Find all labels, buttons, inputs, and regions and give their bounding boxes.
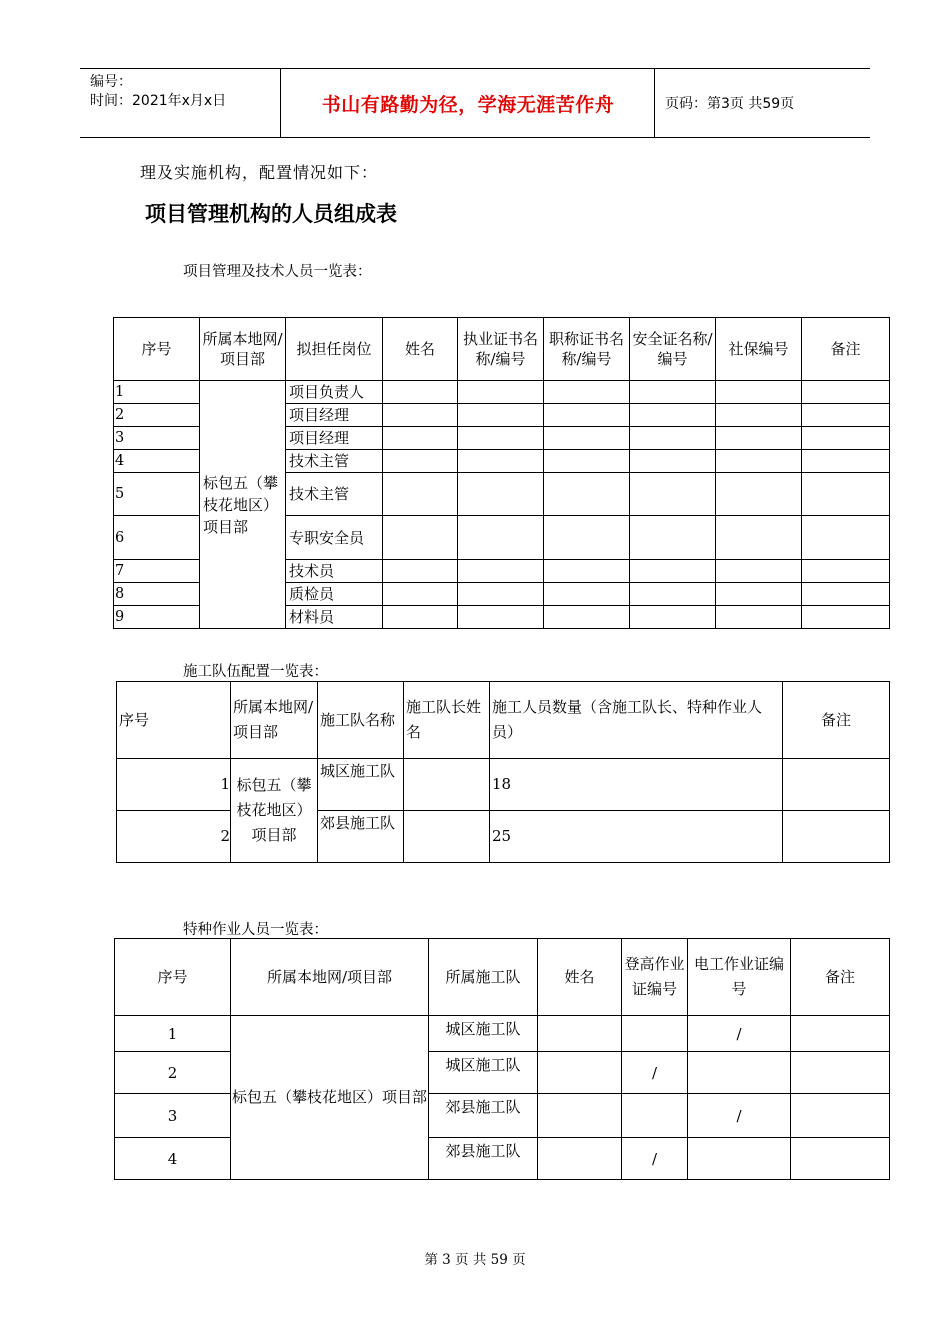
row-number: 9 <box>114 606 200 629</box>
table1-header-cell: 序号 <box>114 318 200 381</box>
table-row <box>117 759 890 811</box>
row-number: 7 <box>114 560 200 583</box>
team-cell: 城区施工队 <box>429 1052 538 1094</box>
post-cell: 技术员 <box>286 560 383 583</box>
team-cell: 城区施工队 <box>429 1016 538 1052</box>
team-cell: 城区施工队 <box>318 759 404 811</box>
header-meta <box>80 69 281 137</box>
team-cell: 郊县施工队 <box>429 1094 538 1138</box>
table1-header-cell: 职称证书名称/编号 <box>544 318 630 381</box>
section-cell: 标包五（攀枝花地区）项目部 <box>231 1016 429 1180</box>
table1-header-row <box>114 318 890 381</box>
table3-header-cell: 登高作业证编号 <box>622 939 688 1016</box>
table1-caption: 项目管理及技术人员一览表： <box>183 264 372 280</box>
post-cell: 项目经理 <box>286 404 383 427</box>
count-cell: 25 <box>490 811 783 863</box>
post-cell: 技术主管 <box>286 450 383 473</box>
post-cell: 质检员 <box>286 583 383 606</box>
section-cell: 标包五（攀枝花地区）项目部 <box>231 759 318 863</box>
table3-header-row <box>115 939 890 1016</box>
elec-cert-cell: / <box>688 1016 791 1052</box>
time-label: 时间：2021年x月x日 <box>90 93 227 109</box>
team-cell: 郊县施工队 <box>429 1138 538 1180</box>
row-number: 2 <box>115 1052 231 1094</box>
row-number: 4 <box>115 1138 231 1180</box>
row-number: 8 <box>114 583 200 606</box>
table2-header-cell: 施工队长姓名 <box>404 682 490 759</box>
elec-cert-cell: / <box>688 1094 791 1138</box>
elec-cert-cell <box>688 1052 791 1094</box>
header-slogan: 书山有路勤为径，学海无涯苦作舟 <box>282 69 655 137</box>
table2-header-row <box>117 682 890 759</box>
table2-header-cell: 施工队名称 <box>318 682 404 759</box>
table3-header-cell: 电工作业证编号 <box>688 939 791 1016</box>
table3-header-cell: 所属本地网/项目部 <box>231 939 429 1016</box>
table2-header-cell: 施工人员数量（含施工队长、特种作业人员） <box>490 682 783 759</box>
row-number: 4 <box>114 450 200 473</box>
climb-cert-cell <box>622 1094 688 1138</box>
number-label: 编号： <box>90 74 132 90</box>
table3-header-cell: 姓名 <box>538 939 622 1016</box>
page-footer: 第 3 页 共 59 页 <box>424 1252 526 1268</box>
table2-header-cell: 序号 <box>117 682 231 759</box>
page-title: 项目管理机构的人员组成表 <box>145 202 397 226</box>
header-page-label: 页码：第3页 共59页 <box>665 96 795 112</box>
climb-cert-cell <box>622 1016 688 1052</box>
row-number: 6 <box>114 516 200 560</box>
row-number: 1 <box>115 1016 231 1052</box>
page-header <box>80 68 870 138</box>
special-ops-table <box>114 938 890 1180</box>
table1-header-cell: 备注 <box>802 318 890 381</box>
row-number: 3 <box>115 1094 231 1138</box>
table1-header-cell: 姓名 <box>383 318 458 381</box>
table1-header-cell: 执业证书名称/编号 <box>458 318 544 381</box>
team-table <box>116 681 890 863</box>
post-cell: 专职安全员 <box>286 516 383 560</box>
row-number: 1 <box>114 381 200 404</box>
post-cell: 技术主管 <box>286 473 383 516</box>
climb-cert-cell: / <box>622 1052 688 1094</box>
table1-header-cell: 拟担任岗位 <box>286 318 383 381</box>
post-cell: 材料员 <box>286 606 383 629</box>
row-number: 5 <box>114 473 200 516</box>
section-cell: 标包五（攀枝花地区）项目部 <box>200 381 286 629</box>
row-number: 2 <box>114 404 200 427</box>
row-number: 3 <box>114 427 200 450</box>
table-row <box>115 1016 890 1052</box>
table3-header-cell: 所属施工队 <box>429 939 538 1016</box>
row-number: 1 <box>117 759 231 811</box>
table2-caption: 施工队伍配置一览表： <box>183 664 328 680</box>
intro-text: 理及实施机构，配置情况如下： <box>140 163 379 182</box>
count-cell: 18 <box>490 759 783 811</box>
table3-caption: 特种作业人员一览表： <box>183 922 328 938</box>
table2-header-cell: 所属本地网/项目部 <box>231 682 318 759</box>
climb-cert-cell: / <box>622 1138 688 1180</box>
post-cell: 项目经理 <box>286 427 383 450</box>
table3-header-cell: 备注 <box>791 939 890 1016</box>
table3-header-cell: 序号 <box>115 939 231 1016</box>
table1-header-cell: 安全证名称/编号 <box>630 318 716 381</box>
table-row <box>114 381 890 404</box>
table2-header-cell: 备注 <box>783 682 890 759</box>
post-cell: 项目负责人 <box>286 381 383 404</box>
elec-cert-cell <box>688 1138 791 1180</box>
table1-header-cell: 社保编号 <box>716 318 802 381</box>
staff-table <box>113 317 890 629</box>
team-cell: 郊县施工队 <box>318 811 404 863</box>
table1-header-cell: 所属本地网/项目部 <box>200 318 286 381</box>
row-number: 2 <box>117 811 231 863</box>
